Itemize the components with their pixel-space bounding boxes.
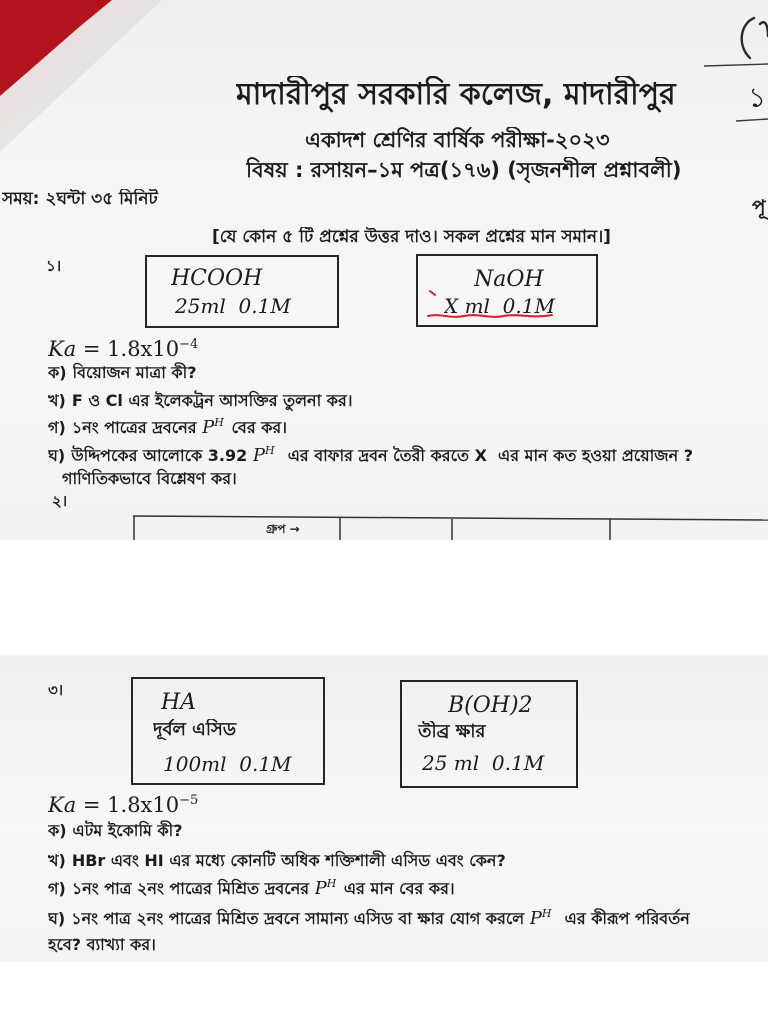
part-text: গাণিতিকভাবে বিশ্লেষণ কর।	[62, 469, 237, 488]
part-text: হবে? ব্যাখ্যা কর।	[48, 935, 156, 954]
box-formula: HA	[161, 690, 197, 715]
box-formula: NaOH	[474, 267, 544, 292]
question-1-part-d	[48, 444, 768, 468]
box-kind: দূর্বল এসিড	[153, 719, 237, 740]
margin-text: পূ	[752, 195, 766, 219]
ka-value: = 1.8x10	[76, 337, 180, 361]
part-text: উদ্দিপকের আলোকে 3.92	[71, 446, 253, 465]
ph-symbol: P	[314, 878, 327, 899]
box-kind: তীব্র ক্ষার	[418, 721, 486, 742]
subject-line: বিষয় : রসায়ন–১ম পত্র(১৭৬) (সৃজনশীল প্রশ্নাবলী)	[246, 158, 682, 182]
question-3-part-a	[48, 819, 768, 843]
box-amount: 25 ml 0.1M	[422, 751, 545, 775]
ka-exponent: −5	[179, 793, 199, 808]
part-label: ঘ)	[48, 909, 66, 928]
question-3-box-base	[400, 680, 578, 788]
table-header-group: গ্রুপ →	[266, 522, 300, 536]
ph-symbol: P	[202, 417, 215, 438]
ka-symbol: Ka	[48, 793, 77, 817]
question-1-box-acid	[145, 255, 339, 328]
question-1-part-d-continuation	[62, 467, 768, 491]
handwritten-margin-marks	[680, 0, 768, 140]
box-amount: 25ml 0.1M	[175, 294, 291, 318]
time-allowed: সময়: ২ঘন্টা ৩৫ মিনিট	[2, 189, 158, 209]
part-text: এটম ইকোমি কী?	[72, 821, 183, 840]
part-text: F ও Cl এর ইলেকট্রন আসক্তির তুলনা কর।	[71, 391, 353, 410]
ka-value: = 1.8x10	[76, 793, 180, 817]
part-text: ১নং পাত্র ২নং পাত্রের মিশ্রিত দ্রবনে সামান্য এসিড বা ক্ষার যোগ করলে	[71, 909, 530, 928]
ph-symbol: P	[252, 445, 265, 466]
part-label: ক)	[48, 363, 67, 382]
question-1-ka	[48, 336, 768, 362]
part-text: এর কীরূপ পরিবর্তন	[553, 909, 690, 928]
part-label: গ)	[48, 418, 66, 437]
part-label: খ)	[48, 391, 66, 410]
red-underline-mark	[420, 286, 560, 326]
question-3-number: ৩।	[48, 681, 64, 699]
ph-symbol: P	[529, 908, 542, 929]
part-text: এর মান বের কর।	[338, 879, 455, 898]
ph-superscript: H	[264, 445, 275, 457]
part-text: বের কর।	[225, 418, 287, 437]
part-text: ১নং পাত্রের দ্রবনের	[71, 418, 203, 437]
box-formula: HCOOH	[171, 266, 263, 291]
ph-superscript: H	[214, 417, 224, 429]
question-3-part-c	[48, 877, 768, 901]
exam-title: একাদশ শ্রেণির বার্ষিক পরীক্ষা-২০২৩	[305, 128, 610, 152]
box-formula: B(OH)2	[448, 693, 533, 718]
ka-exponent: −4	[179, 337, 199, 352]
ph-superscript: H	[541, 908, 552, 920]
part-text: এর বাফার দ্রবন তৈরী করতে X এর মান কত হওয়া প্রয়োজন ?	[276, 446, 693, 465]
box-amount: 100ml 0.1M	[163, 752, 292, 776]
question-1-part-a	[48, 361, 768, 385]
question-1-part-c	[48, 416, 768, 440]
question-3-part-b	[48, 849, 768, 873]
part-text: HBr এবং HI এর মধ্যে কোনটি অধিক শক্তিশালী এসিড এবং কেন?	[71, 851, 506, 870]
part-label: ঘ)	[48, 446, 66, 465]
question-2-number: ২।	[52, 492, 68, 510]
question-3-part-d	[48, 907, 768, 931]
question-3-box-acid	[131, 677, 325, 785]
college-name: মাদারীপুর সরকারি কলেজ, মাদারীপুর	[236, 77, 676, 112]
box-amount: X ml 0.1M	[444, 294, 555, 318]
paper-sheet-bottom	[0, 655, 768, 962]
part-label: খ)	[48, 851, 66, 870]
question-3-ka	[48, 792, 768, 818]
question-1-part-b	[48, 389, 768, 413]
part-label: ক)	[48, 821, 67, 840]
part-text: ১নং পাত্র ২নং পাত্রের মিশ্রিত দ্রবনের	[71, 879, 315, 898]
instruction-line: [যে কোন ৫ টি প্রশ্নের উত্তর দাও। সকল প্রশ্নের মান সমান।]	[212, 227, 611, 247]
question-3-part-d-continuation	[48, 933, 768, 957]
part-text: বিয়োজন মাত্রা কী?	[72, 363, 197, 382]
ph-superscript: H	[326, 878, 337, 890]
ka-symbol: Ka	[48, 337, 77, 361]
question-1-number: ১।	[46, 257, 62, 275]
red-cloth	[0, 0, 170, 160]
margin-number: ১	[748, 81, 767, 114]
part-label: গ)	[48, 879, 66, 898]
